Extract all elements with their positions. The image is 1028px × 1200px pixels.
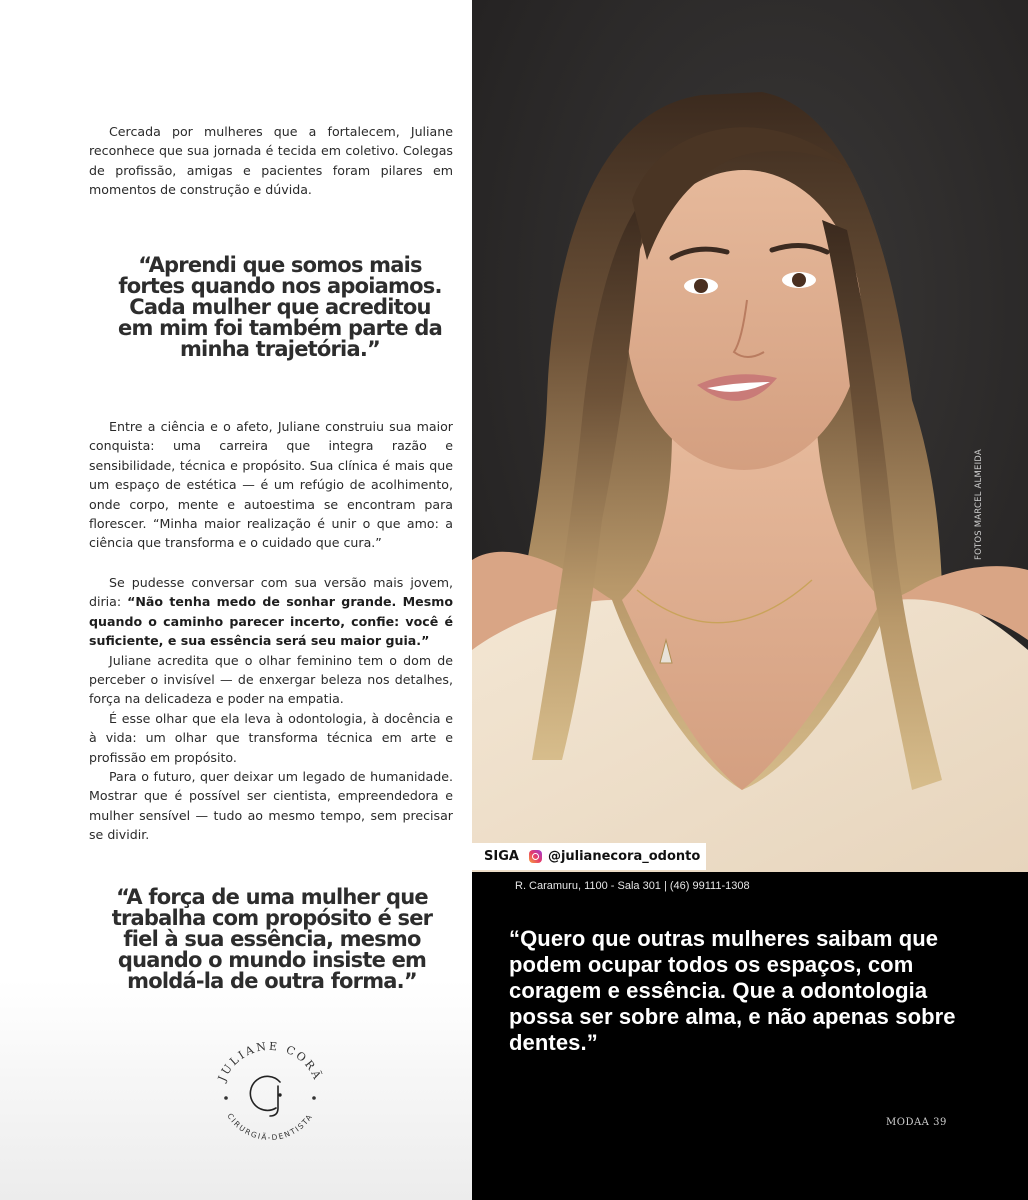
instagram-icon — [529, 850, 542, 863]
paragraph-6: Para o futuro, quer deixar um legado de humanidade. Mostrar que é possível ser cientista, empreendedora e mulher sensível — tudo ao mesmo tempo, sem precisar se dividir. — [89, 769, 453, 843]
article-paragraph-1 — [89, 122, 453, 200]
paragraph-5: É esse olhar que ela leva à odontologia, à docência e à vida: um olhar que transforma técnica em arte e profissão em propósito. — [89, 710, 453, 765]
logo-subtitle: CIRURGIÃ-DENTISTA — [225, 1111, 315, 1143]
paragraph-4: Juliane acredita que o olhar feminino tem o dom de perceber o invisível — de enxergar beleza nos detalhes, força na delicadeza e poder na empatia. — [89, 652, 453, 707]
paragraph-text: Cercada por mulheres que a fortalecem, Juliane reconhece que sua jornada é tecida em coletivo. Colegas de profissão, amigas e pacientes foram pilares em momentos de construção e dúvida. — [89, 124, 453, 198]
paragraph-text: Entre a ciência e o afeto, Juliane construiu sua maior conquista: uma carreira que integra razão e sensibilidade, técnica e propósito. Sua clínica é mais que um espaço de estética — é um refúgio de acolhimento, onde corpo, mente e autoestima se encontram para florescer. “Minha maior realização é unir o que amo: a ciência que transforma e o cuidado que cura.” — [89, 419, 453, 551]
paragraph-intro: Se pudesse conversar com sua versão mais jovem, diria: — [89, 575, 453, 610]
social-handle-bar[interactable] — [472, 843, 706, 870]
pull-quote-2: “A força de uma mulher que trabalha com propósito é ser fiel à sua essência, mesmo quando o mundo insiste em moldá-la de outra forma.” — [111, 885, 433, 993]
page-number: MODAA 39 — [886, 1117, 947, 1128]
follow-label: SIGA — [484, 849, 519, 864]
contact-address: R. Caramuru, 1100 - Sala 301 | (46) 99111-1308 — [515, 880, 750, 892]
logo-name: JULIANE CORÃ — [215, 1039, 325, 1084]
feature-quote: “Quero que outras mulheres saibam que podem ocupar todos os espaços, com coragem e essência. Que a odontologia possa ser sobre alma, e não apenas sobre dentes.” — [509, 926, 956, 1055]
portrait-illustration — [472, 0, 1028, 872]
portrait-photo — [472, 0, 1028, 872]
brand-logo — [200, 1020, 340, 1170]
paragraph-quote: “Não tenha medo de sonhar grande. Mesmo quando o caminho parecer incerto, confie: você é suficiente, e sua essência será seu maior guia.” — [89, 594, 453, 649]
logo-dot-right — [312, 1096, 316, 1100]
paragraph-3 — [89, 573, 453, 651]
logo-monogram — [250, 1076, 281, 1116]
article-paragraph-2 — [89, 417, 453, 553]
article-paragraphs-3-6 — [89, 573, 453, 845]
photo-credit: FOTOS MARCEL ALMEIDA — [974, 449, 984, 560]
logo-dot-left — [224, 1096, 228, 1100]
instagram-handle-link[interactable]: @julianecora_odonto — [547, 849, 701, 864]
pull-quote-1: “Aprendi que somos mais fortes quando nos apoiamos. Cada mulher que acreditou em mim foi também parte da minha trajetória.” — [118, 253, 442, 361]
